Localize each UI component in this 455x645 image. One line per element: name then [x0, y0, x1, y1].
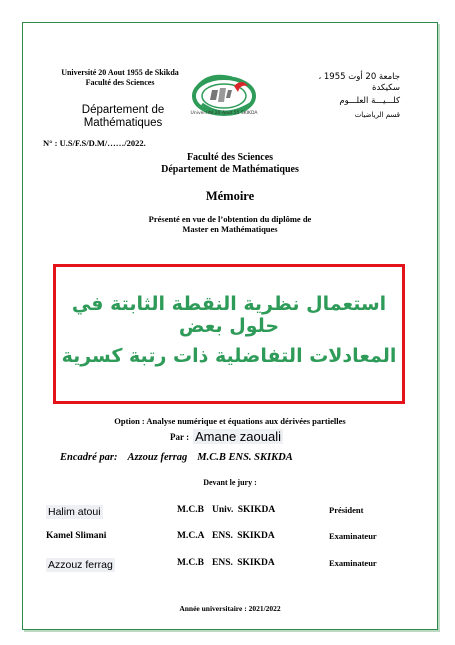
department-center: Département de Mathématiques [161, 164, 299, 175]
degree-line-1: Présenté en vue de l’obtention du diplôme de [148, 214, 312, 224]
jury-member-role: Examinateur [329, 531, 377, 541]
supervisor-line [60, 452, 293, 463]
jury-member-role: Examinateur [329, 558, 377, 568]
university-line: Université 20 Aout 1955 de Skikda [61, 68, 179, 77]
jury-member-name: Kamel Slimani [46, 531, 107, 541]
thesis-title-box [53, 264, 405, 404]
logo-text: Université 20 Aout 55 SKIKDA [190, 111, 258, 116]
university-name-ar [290, 72, 400, 121]
jury-member-grade: M.C.B [177, 505, 204, 515]
department-line-ar: قسم الرياضيات [354, 111, 400, 119]
supervisor-grade: M.C.B ENS. SKIKDA [197, 452, 293, 463]
faculty-center: Faculté des Sciences [186, 152, 274, 163]
jury-member-institution: ENS. SKIKDA [212, 558, 275, 568]
jury-member-name: Halim atoui [48, 506, 101, 518]
jury-member-grade: M.C.A [177, 531, 205, 541]
jury-member-role: Président [329, 505, 364, 515]
university-line-ar: جامعة 20 أوت 1955 ، [318, 72, 400, 82]
faculty-line: Faculté des Sciences [85, 78, 155, 87]
jury-heading: Devant le jury : [203, 478, 257, 487]
thesis-title-line-1: استعمال نظرية النقطة الثابتة في حلول بعض [71, 293, 387, 337]
jury-member-institution: ENS. SKIKDA [212, 531, 275, 541]
academic-year: Année universitaire : 2021/2022 [179, 604, 281, 613]
page-border-shadow-bottom [24, 630, 440, 632]
city-line-ar: سكيكدة [372, 83, 400, 93]
jury-row [0, 505, 455, 523]
university-logo [190, 68, 258, 128]
faculty-line-ar: كلـــيـــة العلـــوم [339, 96, 400, 106]
par-label: Par : [170, 432, 190, 442]
department-name-fr: Département de Mathématiques [81, 104, 165, 129]
degree-line-2: Master en Mathématiques [182, 224, 278, 234]
supervisor-name: Azzouz ferrag [127, 452, 188, 463]
jury-row [0, 558, 455, 576]
thesis-title-line-2: المعادلات التفاضلية ذات رتبة كسرية [61, 345, 397, 367]
reference-number: N° : U.S/F.S/D.M/……/2022. [43, 138, 146, 148]
option-line: Option : Analyse numérique et équations aux dérivées partielles [114, 416, 346, 426]
degree-statement [22, 214, 438, 234]
university-name-fr [50, 68, 190, 87]
jury-member-name: Azzouz ferrag [48, 559, 113, 571]
jury-member-institution: Univ. SKIKDA [212, 505, 276, 515]
jury-row [0, 531, 455, 549]
supervisor-label: Encadré par: [60, 452, 118, 463]
author-name: Amane zaouali [195, 429, 281, 444]
faculty-department-block [22, 152, 438, 176]
jury-member-grade: M.C.B [177, 558, 204, 568]
document-type: Mémoire [205, 189, 255, 203]
